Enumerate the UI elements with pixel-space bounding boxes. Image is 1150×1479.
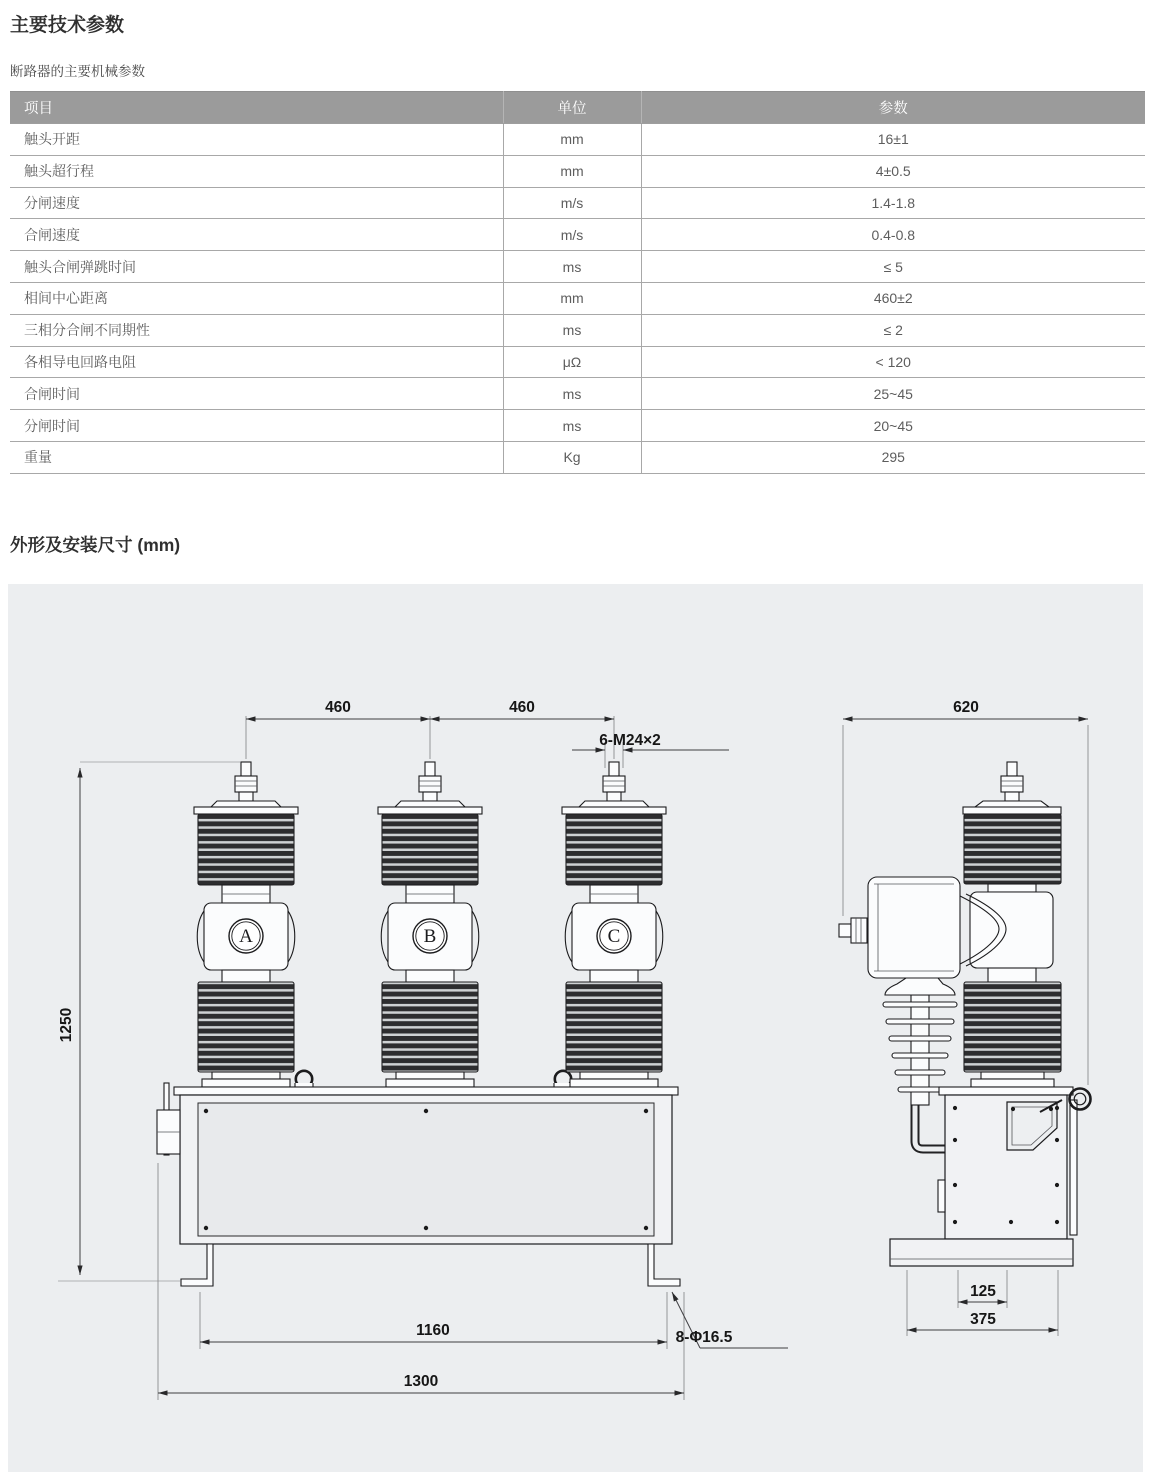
- cell-item: 各相导电回路电阻: [10, 346, 503, 378]
- dim-spacing-bc: 460: [509, 699, 535, 716]
- table-row: [10, 124, 1145, 156]
- cell-unit: ms: [503, 251, 641, 283]
- cell-item: 分闸速度: [10, 187, 503, 219]
- base-plate: [890, 1239, 1073, 1266]
- pole-column-c: [562, 762, 666, 1087]
- table-row: [10, 282, 1145, 314]
- dim-height: 1250: [58, 1007, 75, 1043]
- dim-side-width: 620: [953, 699, 979, 716]
- mounting-foot-right: [648, 1244, 680, 1286]
- terminal-box-side: [839, 877, 960, 978]
- dim-spacing-ab: 460: [325, 699, 351, 716]
- pole-column-a: [194, 762, 298, 1087]
- cell-unit: mm: [503, 124, 641, 156]
- cell-value: 16±1: [641, 124, 1145, 156]
- cell-item: 分闸时间: [10, 410, 503, 442]
- cell-unit: μΩ: [503, 346, 641, 378]
- front-view: [157, 762, 680, 1286]
- mechanism-box-side: [890, 1087, 1091, 1266]
- cell-item: 重量: [10, 441, 503, 473]
- cell-unit: ms: [503, 410, 641, 442]
- phase-label-a: A: [239, 926, 253, 947]
- phase-label-c: C: [607, 926, 621, 947]
- header-value: 参数: [641, 92, 1145, 124]
- cell-value: 295: [641, 441, 1145, 473]
- header-item: 项目: [10, 92, 503, 124]
- cell-item: 三相分合闸不同期性: [10, 314, 503, 346]
- cell-value: ≤ 5: [641, 251, 1145, 283]
- table-row: [10, 155, 1145, 187]
- table-row: [10, 187, 1145, 219]
- cell-unit: Kg: [503, 441, 641, 473]
- page-title: 主要技术参数: [10, 15, 125, 36]
- header-unit: 单位: [503, 92, 641, 124]
- door-latch: [938, 1180, 945, 1212]
- lifting-eye-icon: [295, 1071, 313, 1088]
- drawing-panel: [8, 584, 1143, 1472]
- table-row: [10, 314, 1145, 346]
- table-row: [10, 378, 1145, 410]
- cell-value: 460±2: [641, 282, 1145, 314]
- cell-item: 合闸时间: [10, 378, 503, 410]
- outline-drawing: [8, 584, 1143, 1472]
- mechanism-box-front: [157, 1083, 680, 1286]
- conduit-pipe: [915, 1105, 948, 1149]
- cell-item: 合闸速度: [10, 219, 503, 251]
- mounting-foot-left: [181, 1244, 213, 1286]
- dim-terminal-thread: 6-M24×2: [599, 732, 661, 749]
- cell-value: 4±0.5: [641, 155, 1145, 187]
- phase-label-b: B: [423, 926, 437, 947]
- mechanical-parameters-table: [10, 91, 1145, 474]
- cell-unit: ms: [503, 378, 641, 410]
- dim-base-width: 375: [970, 1311, 996, 1328]
- table-row: [10, 251, 1145, 283]
- cell-unit: mm: [503, 282, 641, 314]
- section-title-dimensions: 外形及安装尺寸 (mm): [10, 535, 181, 555]
- cell-item: 触头合闸弹跳时间: [10, 251, 503, 283]
- pole-column-side: [960, 762, 1061, 1087]
- side-terminal-stud: [839, 924, 851, 937]
- cell-value: ≤ 2: [641, 314, 1145, 346]
- table-row: [10, 410, 1145, 442]
- cell-item: 触头开距: [10, 124, 503, 156]
- dim-base-holes: 125: [970, 1283, 996, 1300]
- lifting-ring-icon: [1070, 1089, 1091, 1110]
- cell-value: 1.4-1.8: [641, 187, 1145, 219]
- cell-unit: m/s: [503, 219, 641, 251]
- table-header-row: [10, 92, 1145, 124]
- cell-unit: mm: [503, 155, 641, 187]
- cell-value: 20~45: [641, 410, 1145, 442]
- cell-value: 0.4-0.8: [641, 219, 1145, 251]
- table-row: [10, 219, 1145, 251]
- cell-value: 25~45: [641, 378, 1145, 410]
- table-row: [10, 346, 1145, 378]
- table-caption: 断路器的主要机械参数: [10, 64, 145, 79]
- side-view: [839, 762, 1091, 1266]
- cell-value: < 120: [641, 346, 1145, 378]
- dim-overall-width: 1300: [403, 1373, 439, 1390]
- dim-hole-span: 1160: [416, 1322, 450, 1339]
- cell-unit: ms: [503, 314, 641, 346]
- dim-foot-holes: 8-Φ16.5: [675, 1329, 733, 1346]
- cell-unit: m/s: [503, 187, 641, 219]
- cell-item: 相间中心距离: [10, 282, 503, 314]
- cell-item: 触头超行程: [10, 155, 503, 187]
- lower-support-insulator: [883, 978, 957, 1105]
- table-row: [10, 441, 1145, 473]
- pole-column-b: [378, 762, 482, 1087]
- lifting-eye-icon: [554, 1071, 572, 1088]
